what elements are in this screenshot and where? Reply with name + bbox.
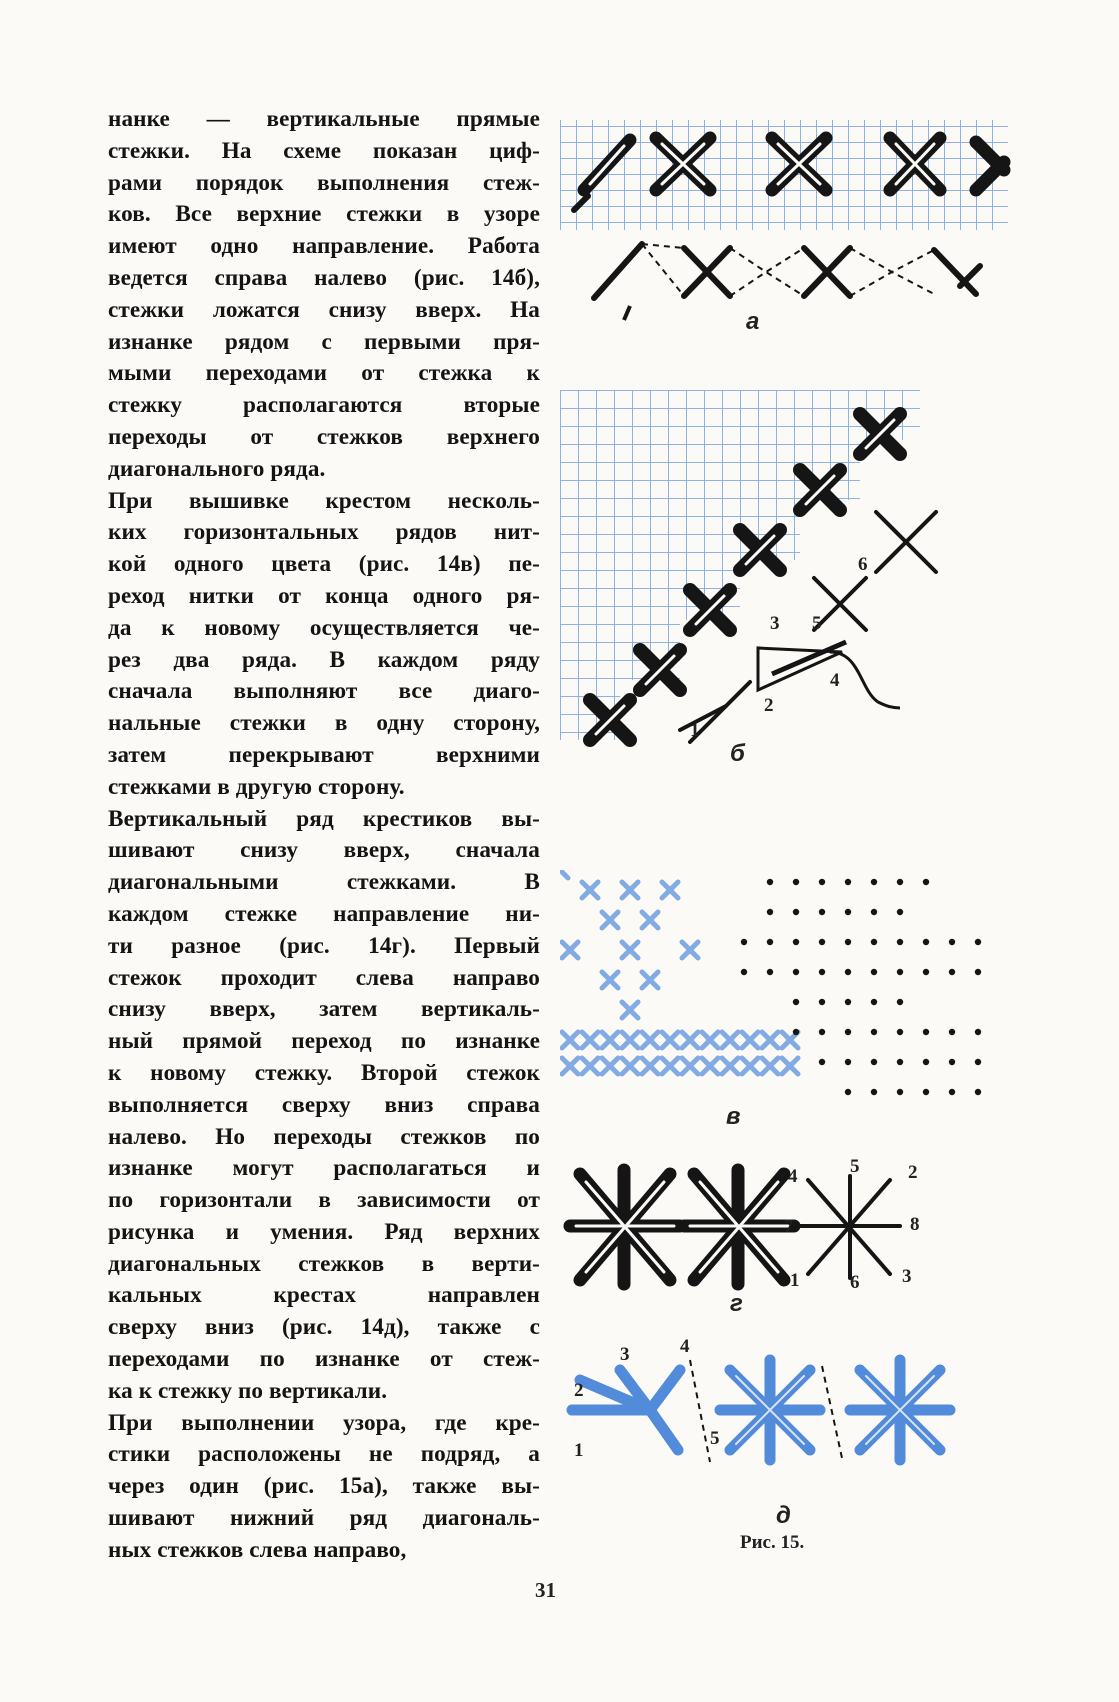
grid-dot — [949, 939, 955, 945]
text-line: При вышивке крестом несколь- — [108, 487, 540, 514]
num-b-6: 6 — [858, 554, 868, 575]
text-line: нанке — вертикальные прямые — [108, 106, 540, 132]
grid-dot — [923, 969, 929, 975]
page-number: 31 — [535, 1578, 556, 1602]
num-g-3: 3 — [902, 1266, 912, 1287]
grid-dot — [949, 1089, 955, 1095]
grid-dot — [949, 1059, 955, 1065]
text-line: изнанке могут располагаться и — [108, 1155, 540, 1182]
grid-dot — [793, 1029, 799, 1035]
back-stitches-a — [594, 244, 980, 298]
text-line: стежками в другую сторону. — [108, 773, 405, 800]
text-line: переходы от стежков верхнего — [108, 423, 540, 450]
grid-dot — [923, 1059, 929, 1065]
grid-dot — [897, 879, 903, 885]
grid-dot — [845, 969, 851, 975]
text-line: по горизонтали в зависимости от — [108, 1187, 540, 1214]
figure-caption: Рис. 15. — [740, 1532, 805, 1553]
blue-star-stitches-d — [572, 1360, 950, 1460]
grid-dot — [897, 969, 903, 975]
grid-dot — [767, 939, 773, 945]
text-line: При выполнении узора, где кре- — [108, 1409, 540, 1436]
grid-dot — [897, 939, 903, 945]
num-g-5: 5 — [850, 1156, 860, 1177]
num-d-4: 4 — [680, 1336, 690, 1357]
grid-dot — [819, 999, 825, 1005]
grid-dot — [819, 939, 825, 945]
grid-dot — [923, 1089, 929, 1095]
grid-dot — [871, 879, 877, 885]
num-g-2: 2 — [908, 1162, 918, 1183]
grid-dot — [975, 1029, 981, 1035]
text-line: стежку располагаются вторые — [108, 392, 540, 419]
text-line: снизу вверх, затем вертикаль- — [108, 996, 540, 1023]
star-diagram-g — [798, 1176, 900, 1278]
panel-v — [560, 870, 1020, 1100]
grid-dot — [871, 1029, 877, 1035]
text-line: сначала выполняют все диаго- — [108, 678, 540, 705]
text-line: рами порядок выполнения стеж- — [108, 169, 540, 196]
grid-dot — [871, 1089, 877, 1095]
paragraph — [108, 1408, 540, 1567]
grid-dot — [793, 939, 799, 945]
grid-dot — [871, 999, 877, 1005]
text-line: затем перекрывают верхними — [108, 741, 540, 768]
body-text — [108, 104, 540, 1567]
grid-dot — [897, 1029, 903, 1035]
grid-dot — [923, 879, 929, 885]
text-line: налево. Но переходы стежков по — [108, 1123, 540, 1150]
grid-dot — [975, 1089, 981, 1095]
dot-grid-v — [741, 879, 981, 1095]
label-g: г — [730, 1290, 743, 1317]
grid-dot — [871, 939, 877, 945]
grid-dot — [975, 939, 981, 945]
grid-dot — [845, 1059, 851, 1065]
text-line: рисунка и умения. Ряд верхних — [108, 1218, 540, 1245]
text-line: реход нитки от конца одного ря- — [108, 582, 540, 609]
text-line: кальных крестах направлен — [108, 1282, 540, 1309]
num-g-1: 1 — [790, 1270, 800, 1291]
text-line: кой одного цвета (рис. 14в) пе- — [108, 551, 540, 578]
text-line: стежки ложатся снизу вверх. На — [108, 296, 540, 323]
num-g-7: 7 — [784, 1216, 794, 1237]
text-line: ведется справа налево (рис. 14б), — [108, 264, 540, 291]
label-d: д — [776, 1502, 791, 1529]
grid-dot — [923, 1029, 929, 1035]
paragraph — [108, 104, 540, 486]
text-line: диагональными стежками. В — [108, 869, 540, 896]
num-d-2: 2 — [574, 1380, 584, 1401]
num-d-1: 1 — [574, 1440, 584, 1461]
figure-15 — [560, 110, 1020, 1580]
label-a: а — [746, 308, 760, 335]
grid-dot — [793, 879, 799, 885]
num-b-4: 4 — [830, 670, 840, 691]
grid-dot — [741, 939, 747, 945]
text-line: стежки. На схеме показан циф- — [108, 137, 540, 164]
text-line: ный прямой переход по изнанке — [108, 1028, 540, 1055]
grid-dot — [767, 969, 773, 975]
label-b: б — [730, 740, 745, 767]
grid-dot — [845, 1089, 851, 1095]
grid-dot — [793, 999, 799, 1005]
num-b-5: 5 — [812, 613, 822, 634]
text-line: шивают нижний ряд диагональ- — [108, 1505, 540, 1532]
text-line: к новому стежку. Второй стежок — [108, 1059, 540, 1086]
text-line: Вертикальный ряд крестиков вы- — [108, 805, 540, 832]
grid-dot — [897, 1059, 903, 1065]
num-d-5: 5 — [710, 1428, 720, 1449]
grid-dot — [975, 969, 981, 975]
text-line: каждом стежке направление ни- — [108, 900, 540, 927]
grid-dot — [767, 879, 773, 885]
text-line: стежок проходит слева направо — [108, 964, 540, 991]
grid-dot — [871, 909, 877, 915]
text-line: выполняется сверху вниз справа — [108, 1091, 540, 1118]
grid-dot — [819, 879, 825, 885]
grid-dot — [949, 1029, 955, 1035]
needle-b — [758, 642, 900, 708]
text-line: сверху вниз (рис. 14д), также с — [108, 1314, 540, 1341]
text-line: диагонального ряда. — [108, 455, 326, 482]
text-line: рез два ряда. В каждом ряду — [108, 646, 540, 673]
text-line: ков. Все верхние стежки в узоре — [108, 201, 540, 228]
grid-dot — [845, 939, 851, 945]
text-line: изнанке рядом с первыми пря- — [108, 328, 540, 355]
num-g-4: 4 — [788, 1166, 798, 1187]
text-line: через один (рис. 15а), также вы- — [108, 1473, 540, 1500]
grid-dot — [767, 909, 773, 915]
grid-dot — [949, 969, 955, 975]
text-line: ка к стежку по вертикали. — [108, 1377, 388, 1404]
grid-dot — [923, 939, 929, 945]
grid-dot — [819, 909, 825, 915]
text-line: нальные стежки в одну сторону, — [108, 710, 540, 737]
text-line: имеют одно направление. Работа — [108, 233, 540, 260]
panel-a — [560, 110, 1020, 370]
grid-dot — [871, 1059, 877, 1065]
text-line: переходами по изнанке от стеж- — [108, 1346, 540, 1373]
grid-dot — [975, 1059, 981, 1065]
num-g-6: 6 — [850, 1272, 860, 1293]
text-line: ких горизонтальных рядов нит- — [108, 519, 540, 546]
text-line: ных стежков слева направо, — [108, 1536, 407, 1563]
num-g-8: 8 — [910, 1214, 920, 1235]
text-line: диагональных стежков в верти- — [108, 1250, 540, 1277]
text-line: мыми переходами от стежка к — [108, 360, 540, 387]
grid-dot — [845, 1029, 851, 1035]
grid-dot — [741, 969, 747, 975]
paragraph — [108, 804, 540, 1408]
text-line: ти разное (рис. 14г). Первый — [108, 932, 540, 959]
text-line: шивают снизу вверх, сначала — [108, 837, 540, 864]
num-b-3: 3 — [770, 613, 780, 634]
grid-dot — [793, 909, 799, 915]
blue-pattern-v — [560, 870, 798, 1074]
grid-dot — [793, 969, 799, 975]
paragraph — [108, 486, 540, 804]
text-line: стики расположены не подряд, а — [108, 1441, 540, 1468]
num-b-1: 1 — [690, 720, 700, 741]
grid-dot — [819, 1059, 825, 1065]
num-b-2: 2 — [764, 695, 774, 716]
text-line: да к новому осуществляется че- — [108, 614, 540, 641]
grid-dot — [845, 999, 851, 1005]
label-v: в — [726, 1103, 741, 1130]
grid-dot — [845, 879, 851, 885]
grid-dot — [819, 1029, 825, 1035]
grid-dot — [897, 1089, 903, 1095]
grid-dot — [819, 969, 825, 975]
grid-dot — [871, 969, 877, 975]
grid-dot — [897, 999, 903, 1005]
num-d-3: 3 — [620, 1344, 630, 1365]
panel-b — [560, 390, 1020, 790]
grid-dot — [897, 909, 903, 915]
grid-dot — [845, 909, 851, 915]
